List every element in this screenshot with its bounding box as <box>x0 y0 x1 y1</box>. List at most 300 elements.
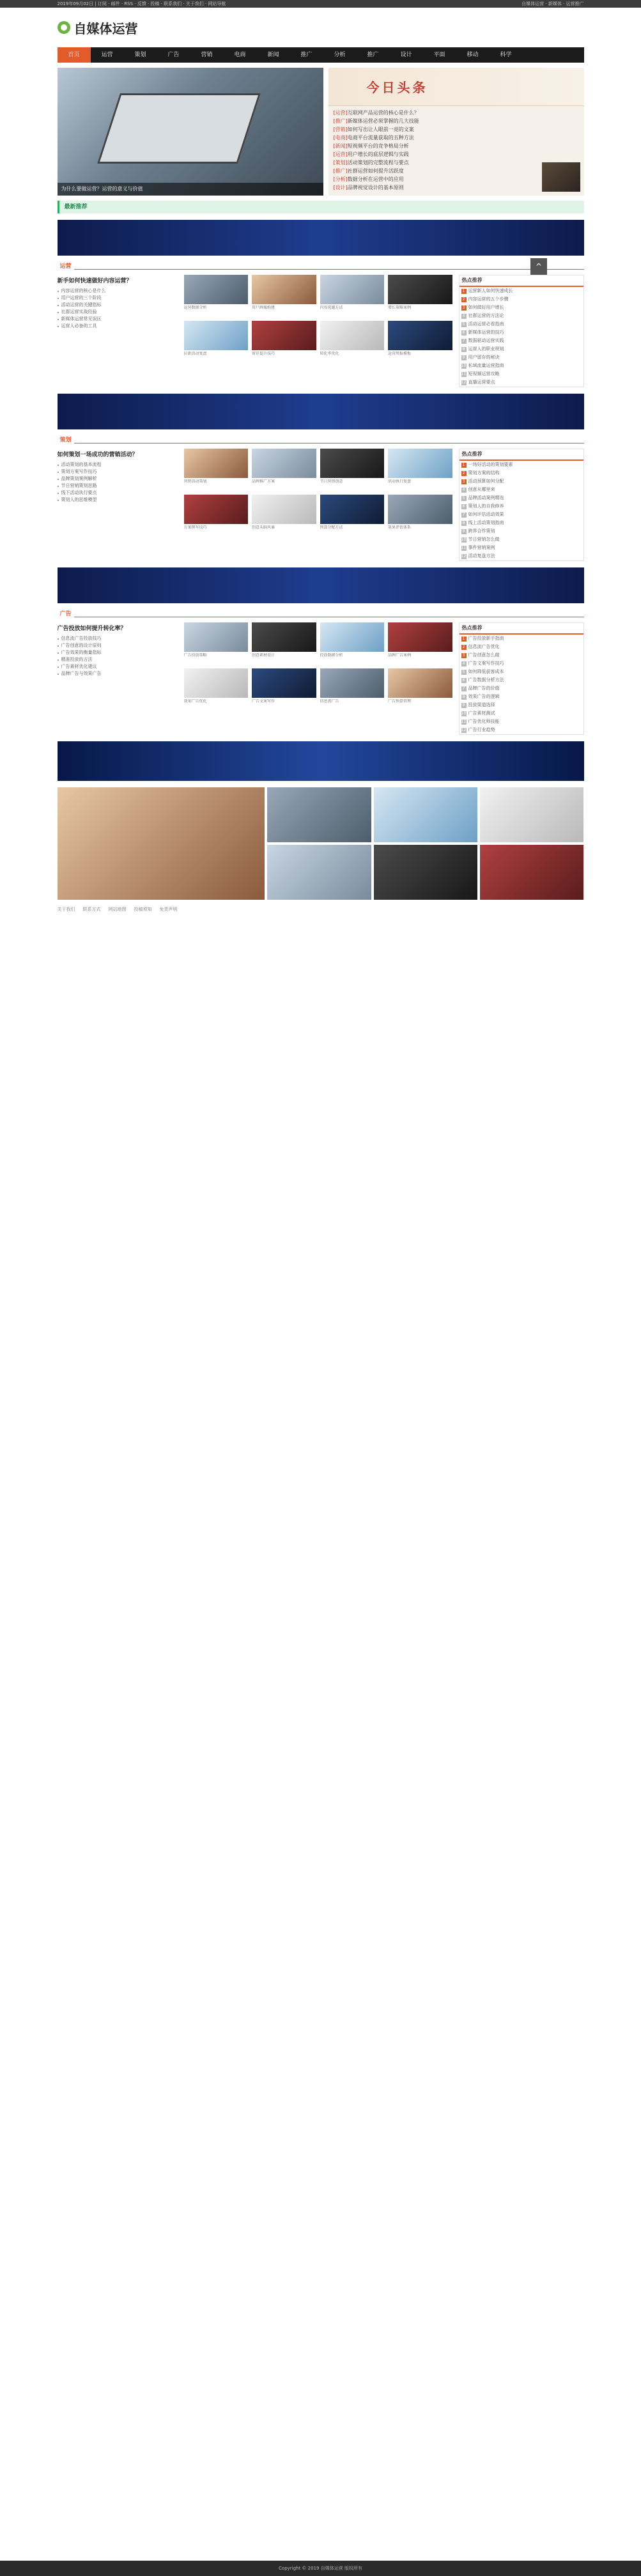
rank-number: 12 <box>461 554 467 559</box>
gallery-image[interactable] <box>374 845 477 900</box>
hot-list-text: 广告投放新手指南 <box>468 636 504 641</box>
hot-list-text: 活动复盘方法 <box>468 553 495 559</box>
hot-list-item[interactable] <box>460 494 583 502</box>
logo-text: 自媒体运营 <box>73 20 138 36</box>
headline-item[interactable] <box>334 109 579 117</box>
nav-item[interactable]: 营销 <box>201 52 213 58</box>
article-link[interactable]: 线下活动执行要点 <box>58 490 178 497</box>
hot-list-text: 直播运营要点 <box>468 380 495 385</box>
focus-bar: 最新推荐 <box>58 201 584 213</box>
hot-list-item[interactable] <box>460 519 583 527</box>
site-footer: Copyright © 2019 自媒体运营 版权所有 <box>0 2561 641 2576</box>
thumbnail-card[interactable] <box>184 668 249 708</box>
headline-text: 如何写出让人眼前一亮的文案 <box>347 127 414 132</box>
headline-text: 数据分析在运营中的应用 <box>347 176 404 182</box>
site-logo[interactable] <box>58 19 138 37</box>
article-link[interactable]: 品牌广告与效果广告 <box>58 670 178 677</box>
nav-item[interactable]: 新闻 <box>267 52 279 58</box>
thumbnail-image <box>320 321 385 350</box>
hot-list-item[interactable] <box>460 304 583 312</box>
thumbnail-caption: 品牌广告案例 <box>388 653 412 658</box>
hot-list-item[interactable] <box>460 353 583 362</box>
hot-list-item[interactable] <box>460 295 583 304</box>
hot-list-item[interactable] <box>460 502 583 511</box>
headline-tag: [分析] <box>333 176 348 182</box>
thumbnail-grid <box>184 622 452 735</box>
thumbnail-image <box>388 275 452 304</box>
thumbnail-card[interactable] <box>252 321 316 360</box>
hot-list-item[interactable] <box>460 552 583 560</box>
rank-number: 11 <box>461 720 467 724</box>
article-link[interactable]: 广告创意的设计原则 <box>58 642 178 649</box>
rank-number: 3 <box>461 479 467 484</box>
hot-list-item[interactable] <box>460 718 583 726</box>
hero-slide[interactable] <box>58 68 323 196</box>
hot-list-text: 策划人的自我修养 <box>468 504 504 509</box>
thumbnail-caption: 效果广告优化 <box>183 699 207 704</box>
today-label: 今日头条 <box>366 80 428 95</box>
article-list <box>58 635 178 677</box>
thumbnail-caption: 转化率优化 <box>320 351 339 356</box>
article-link[interactable]: 活动运营的关键指标 <box>58 302 178 309</box>
article-link[interactable]: 节日营销策划思路 <box>58 482 178 490</box>
rank-number: 5 <box>461 496 467 501</box>
site-header <box>58 8 584 47</box>
hot-list-item[interactable] <box>460 693 583 701</box>
rank-number: 7 <box>461 686 467 691</box>
section-title[interactable]: 广告 <box>58 609 74 617</box>
hot-list-title: 热点推荐 <box>460 275 583 287</box>
rank-number: 2 <box>461 645 467 650</box>
thumbnail-image <box>184 321 249 350</box>
hot-list-item[interactable] <box>460 378 583 387</box>
hot-list-item[interactable] <box>460 544 583 552</box>
rank-number: 5 <box>461 670 467 675</box>
hot-list-item[interactable] <box>460 726 583 734</box>
section-title[interactable]: 策划 <box>58 435 74 443</box>
thumbnail-card[interactable] <box>320 449 385 488</box>
article-list <box>58 288 178 330</box>
hot-list-item[interactable] <box>460 486 583 494</box>
rank-number: 4 <box>461 488 467 493</box>
thumbnail-grid <box>184 449 452 561</box>
nav-item[interactable]: 分析 <box>334 52 346 58</box>
hot-list-text: 品牌活动案例精选 <box>468 495 504 500</box>
hot-list-text: 事件营销案例 <box>468 545 495 550</box>
hot-list-item[interactable] <box>460 659 583 668</box>
section-title[interactable]: 运营 <box>58 261 74 270</box>
main-nav <box>58 47 584 63</box>
nav-item[interactable]: 策划 <box>134 52 146 58</box>
thumbnail-card[interactable] <box>252 449 316 488</box>
article-link[interactable]: 用户运营的三个阶段 <box>58 295 178 302</box>
article-link[interactable]: 广告效果的衡量指标 <box>58 649 178 656</box>
thumbnail-caption: 广告文案写作 <box>252 699 275 704</box>
hot-list-text: 节日营销怎么做 <box>468 537 500 542</box>
hot-list-item[interactable] <box>460 635 583 643</box>
thumbnail-caption: 内容选题方法 <box>320 305 343 310</box>
thumbnail-caption: 信息流广告 <box>320 699 339 704</box>
rank-number: 10 <box>461 711 467 716</box>
rank-number: 10 <box>461 364 467 368</box>
headline-text: 互联网产品运营的核心是什么？ <box>347 110 419 116</box>
lead-article-title[interactable]: 如何策划一场成功的营销活动？ <box>57 452 138 458</box>
hot-list-text: 运营人的职业规划 <box>468 346 504 351</box>
hot-list-text: 创意从哪里来 <box>468 487 495 492</box>
top-strip-right[interactable]: 自媒体运营 · 新媒体 · 运营推广 <box>521 1 584 6</box>
nav-item[interactable]: 广告 <box>167 52 180 58</box>
nav-item[interactable]: 推广 <box>367 52 379 58</box>
rank-number: 10 <box>461 537 467 542</box>
hot-list-title: 热点推荐 <box>460 449 583 461</box>
hot-list <box>459 622 584 735</box>
thumbnail-image <box>320 275 385 304</box>
hot-list-text: 如何评估活动效果 <box>468 512 504 517</box>
headline-tag: [推广] <box>333 118 348 124</box>
thumbnail-card[interactable] <box>320 622 385 662</box>
hot-list-item[interactable] <box>460 328 583 337</box>
thumbnail-caption: 运营周报模板 <box>388 351 412 356</box>
today-headlines <box>328 68 584 196</box>
thumbnail-card[interactable] <box>252 668 316 708</box>
hero-image <box>97 93 261 164</box>
thumbnail-image <box>320 449 385 478</box>
rank-number: 3 <box>461 305 467 311</box>
thumbnail-caption: 活动执行复盘 <box>388 479 412 484</box>
headline-item[interactable] <box>334 125 579 134</box>
headline-text: 用户增长的底层逻辑与实践 <box>347 151 409 157</box>
hot-list-text: 用户留存的秘诀 <box>468 355 500 360</box>
headline-text: 社群运营如何提升活跃度 <box>347 168 404 174</box>
rank-number: 2 <box>461 297 467 302</box>
thumbnail-image <box>184 449 249 478</box>
hot-list-text: 广告文案写作技巧 <box>468 661 504 666</box>
thumbnail-caption: 广告投放策略 <box>183 653 207 658</box>
nav-item[interactable]: 电商 <box>234 52 246 58</box>
rank-number: 1 <box>461 289 467 294</box>
hot-list-text: 如何做好用户增长 <box>468 305 504 310</box>
thumbnail-card[interactable] <box>388 275 452 314</box>
thumbnail-caption: 用户画像构建 <box>252 305 275 310</box>
thumbnail-caption: 运营数据分析 <box>183 305 207 310</box>
rank-number: 11 <box>461 372 467 376</box>
thumbnail-card[interactable] <box>252 275 316 314</box>
hot-list-text: 投放渠道选择 <box>468 702 495 707</box>
hot-list-item[interactable] <box>460 370 583 378</box>
nav-item[interactable]: 移动 <box>467 52 479 58</box>
top-strip <box>0 0 641 8</box>
hot-list-item[interactable] <box>460 643 583 651</box>
back-to-top-button[interactable]: ^ <box>530 258 547 275</box>
rank-number: 12 <box>461 728 467 732</box>
ad-banner[interactable] <box>58 220 584 256</box>
hot-list-text: 信息流广告优化 <box>468 644 500 649</box>
thumbnail-card[interactable] <box>320 668 385 708</box>
hot-list-text: 运营新人如何快速成长 <box>468 288 513 293</box>
thumbnail-card[interactable] <box>320 321 385 360</box>
headline-tag: [运营] <box>333 110 348 116</box>
thumbnail-card[interactable] <box>388 622 452 662</box>
section-left-column <box>58 622 178 735</box>
thumbnail-card[interactable] <box>252 495 316 534</box>
headline-item[interactable] <box>334 117 579 125</box>
headline-tag: [推广] <box>333 168 348 174</box>
thumbnail-caption: 创意头脑风暴 <box>252 525 275 530</box>
hot-list-item[interactable] <box>460 668 583 676</box>
nav-item[interactable]: 科学 <box>500 52 512 58</box>
thumbnail-caption: 营销活动策划 <box>183 479 207 484</box>
section-header <box>58 608 584 617</box>
rank-number: 4 <box>461 661 467 667</box>
article-link[interactable]: 策划人的思维模型 <box>58 497 178 504</box>
hot-list-text: 内容运营的五个步骤 <box>468 297 509 302</box>
headline-thumb[interactable] <box>542 162 580 192</box>
footer-link[interactable]: 关于我们 <box>57 907 75 912</box>
thumbnail-image <box>388 622 452 652</box>
thumbnail-card[interactable] <box>184 495 249 534</box>
headline-text: 新媒体运营必须掌握的几大技能 <box>347 118 419 124</box>
hot-list-text: 私域流量运营指南 <box>468 363 504 368</box>
thumbnail-image <box>252 668 316 698</box>
headline-tag: [新闻] <box>333 143 348 149</box>
thumbnail-card[interactable] <box>388 449 452 488</box>
ad-banner-bottom[interactable] <box>58 741 584 781</box>
thumbnail-image <box>252 321 316 350</box>
content-section <box>58 622 584 735</box>
hot-list-text: 跨界合作策划 <box>468 528 495 534</box>
thumbnail-card[interactable] <box>252 622 316 662</box>
gallery-image[interactable] <box>267 787 371 842</box>
hot-list-item[interactable] <box>460 684 583 693</box>
footer-link[interactable]: 免责声明 <box>159 907 178 912</box>
hot-list-item[interactable] <box>460 651 583 659</box>
thumbnail-card[interactable] <box>320 275 385 314</box>
hot-list-text: 活动运营必看指南 <box>468 321 504 327</box>
rank-number: 8 <box>461 347 467 352</box>
ad-banner[interactable] <box>58 567 584 603</box>
nav-item[interactable]: 设计 <box>400 52 412 58</box>
thumbnail-image <box>184 668 249 698</box>
thumbnail-image <box>388 321 452 350</box>
footer-link[interactable]: 网站地图 <box>108 907 127 912</box>
nav-item[interactable]: 平面 <box>433 52 445 58</box>
thumbnail-card[interactable] <box>320 495 385 534</box>
thumbnail-image <box>184 275 249 304</box>
rank-number: 3 <box>461 653 467 658</box>
thumbnail-caption: 投放数据分析 <box>320 653 343 658</box>
hot-list-text: 线上活动策划指南 <box>468 520 504 525</box>
hot-list-text: 如何降低获客成本 <box>468 669 504 674</box>
content-section <box>58 449 584 561</box>
thumbnail-image <box>320 495 385 524</box>
gallery-image[interactable] <box>267 845 371 900</box>
rank-number: 9 <box>461 355 467 360</box>
headline-item[interactable] <box>334 142 579 150</box>
section-left-column <box>58 449 178 561</box>
footer-link[interactable]: 投稿须知 <box>134 907 152 912</box>
article-link[interactable]: 运营人必备的工具 <box>58 323 178 330</box>
article-link[interactable]: 社群运营实战经验 <box>58 309 178 316</box>
article-link[interactable]: 活动策划的基本流程 <box>58 461 178 468</box>
rank-number: 5 <box>461 322 467 327</box>
section-header <box>58 261 584 270</box>
thumbnail-card[interactable] <box>184 449 249 488</box>
headline-tag: [策划] <box>333 160 348 166</box>
hot-list-text: 策划方案的结构 <box>468 470 500 475</box>
gallery-image[interactable] <box>480 787 583 842</box>
thumbnail-caption: 广告预算管理 <box>388 699 412 704</box>
lead-article-title[interactable]: 广告投放如何提升转化率？ <box>57 626 127 632</box>
top-strip-left: 2019年09月02日 | 订阅 · 邮件 · RSS · 反馈 · 投稿 · 联系我们 · 关于我们 · 网站导航 <box>57 1 226 6</box>
headline-item[interactable] <box>334 134 579 142</box>
article-link[interactable]: 信息流广告投放技巧 <box>58 635 178 642</box>
hot-list-item[interactable] <box>460 461 583 469</box>
thumbnail-image <box>184 622 249 652</box>
gallery-image[interactable] <box>374 787 477 842</box>
headline-text: 电商平台流量获取的五种方法 <box>347 135 414 141</box>
thumbnail-caption: 品牌推广方案 <box>252 479 275 484</box>
thumbnail-caption: 效果评估体系 <box>388 525 412 530</box>
ad-banner[interactable] <box>58 394 584 429</box>
rank-number: 7 <box>461 513 467 518</box>
hot-list-item[interactable] <box>460 312 583 320</box>
thumbnail-caption: 节日营销创意 <box>320 479 343 484</box>
rank-number: 8 <box>461 695 467 700</box>
hot-list-item[interactable] <box>460 287 583 295</box>
rank-number: 6 <box>461 504 467 509</box>
logo-icon <box>58 21 70 34</box>
content-section <box>58 275 584 387</box>
rank-number: 11 <box>461 546 467 550</box>
hot-list-item[interactable] <box>460 527 583 536</box>
thumbnail-caption: 预算分配方法 <box>320 525 343 530</box>
headline-text: 品牌视觉设计的基本原则 <box>347 185 404 190</box>
hot-list-text: 效果广告的逻辑 <box>468 694 500 699</box>
thumbnail-image <box>388 668 452 698</box>
hot-list-item[interactable] <box>460 709 583 718</box>
thumbnail-caption: 留存提升技巧 <box>252 351 275 356</box>
rank-number: 1 <box>461 636 467 642</box>
hot-list <box>459 275 584 387</box>
hot-list-item[interactable] <box>460 320 583 328</box>
hot-list-text: 广告优化师技能 <box>468 719 500 724</box>
thumbnail-caption: 拉新活动复盘 <box>183 351 207 356</box>
thumbnail-image <box>252 622 316 652</box>
thumbnail-image <box>320 668 385 698</box>
hot-list-item[interactable] <box>460 477 583 486</box>
hot-list-text: 短视频运营攻略 <box>468 371 500 376</box>
rank-number: 9 <box>461 703 467 708</box>
thumbnail-image <box>184 495 249 524</box>
headline-text: 活动策划的完整流程与要点 <box>347 160 409 166</box>
hot-list-item[interactable] <box>460 337 583 345</box>
rank-number: 4 <box>461 314 467 319</box>
rank-number: 9 <box>461 529 467 534</box>
article-link[interactable]: 品牌策划案例解析 <box>58 475 178 482</box>
thumbnail-image <box>388 449 452 478</box>
hot-list-text: 广告创意怎么做 <box>468 652 500 658</box>
headline-tag: [运营] <box>333 151 348 157</box>
rank-number: 2 <box>461 471 467 476</box>
rank-number: 12 <box>461 380 467 385</box>
hot-list-item[interactable] <box>460 701 583 709</box>
thumbnail-card[interactable] <box>388 495 452 534</box>
hot-list-text: 广告行业趋势 <box>468 727 495 732</box>
hot-list-text: 活动预算如何分配 <box>468 479 504 484</box>
hot-list-text: 新媒体运营的技巧 <box>468 330 504 335</box>
hero-caption: 为什么要做运营？运营的意义与价值 <box>58 183 323 196</box>
thumbnail-caption: 创意素材设计 <box>252 653 275 658</box>
hot-list-text: 一场好活动的策划要素 <box>468 462 513 467</box>
hero-section <box>58 68 584 196</box>
image-gallery <box>58 787 584 900</box>
nav-item[interactable]: 推广 <box>300 52 313 58</box>
section-left-column <box>58 275 178 387</box>
headline-item[interactable] <box>334 150 579 158</box>
thumbnail-card[interactable] <box>184 321 249 360</box>
hot-list <box>459 449 584 561</box>
article-link[interactable]: 新媒体运营常见误区 <box>58 316 178 323</box>
gallery-image[interactable] <box>58 787 265 900</box>
headline-tag: [设计] <box>333 185 348 190</box>
thumbnail-image <box>320 622 385 652</box>
rank-number: 8 <box>461 521 467 526</box>
hot-list-text: 广告素材测试 <box>468 711 495 716</box>
hot-list-title: 热点推荐 <box>460 623 583 635</box>
hot-list-item[interactable] <box>460 536 583 544</box>
article-link[interactable]: 内容运营的核心是什么 <box>58 288 178 295</box>
thumbnail-card[interactable] <box>388 668 452 708</box>
hot-list-item[interactable] <box>460 345 583 353</box>
article-list <box>58 461 178 504</box>
thumbnail-card[interactable] <box>184 622 249 662</box>
rank-number: 1 <box>461 463 467 468</box>
hot-list-item[interactable] <box>460 511 583 519</box>
section-header <box>58 435 584 443</box>
hot-list-text: 社群运营的方法论 <box>468 313 504 318</box>
rank-number: 7 <box>461 339 467 344</box>
footer-link[interactable]: 联系方式 <box>82 907 101 912</box>
article-link[interactable]: 策划方案写作技巧 <box>58 468 178 475</box>
thumbnail-caption: 方案撰写技巧 <box>183 525 207 530</box>
footer-links <box>58 906 584 925</box>
thumbnail-image <box>252 275 316 304</box>
thumbnail-grid <box>184 275 452 387</box>
gallery-image[interactable] <box>480 845 583 900</box>
article-link[interactable]: 精准投放的方法 <box>58 656 178 663</box>
hot-list-text: 品牌广告的价值 <box>468 686 500 691</box>
thumbnail-card[interactable] <box>388 321 452 360</box>
thumbnail-image <box>252 449 316 478</box>
thumbnail-card[interactable] <box>184 275 249 314</box>
lead-article-title[interactable]: 新手如何快速做好内容运营？ <box>57 278 132 284</box>
headline-tag: [营销] <box>333 127 348 132</box>
article-link[interactable]: 广告素材优化建议 <box>58 663 178 670</box>
hot-list-item[interactable] <box>460 676 583 684</box>
headline-text: 短视频平台的竞争格局分析 <box>347 143 409 149</box>
today-banner <box>328 68 584 106</box>
hot-list-item[interactable] <box>460 469 583 477</box>
hot-list-text: 广告数据分析方法 <box>468 677 504 683</box>
thumbnail-image <box>252 495 316 524</box>
headline-tag: [电商] <box>333 135 348 141</box>
nav-item[interactable]: 运营 <box>101 52 113 58</box>
rank-number: 6 <box>461 678 467 683</box>
hot-list-item[interactable] <box>460 362 583 370</box>
nav-item[interactable]: 首页 <box>58 47 91 63</box>
thumbnail-caption: 增长策略案例 <box>388 305 412 310</box>
thumbnail-image <box>388 495 452 524</box>
